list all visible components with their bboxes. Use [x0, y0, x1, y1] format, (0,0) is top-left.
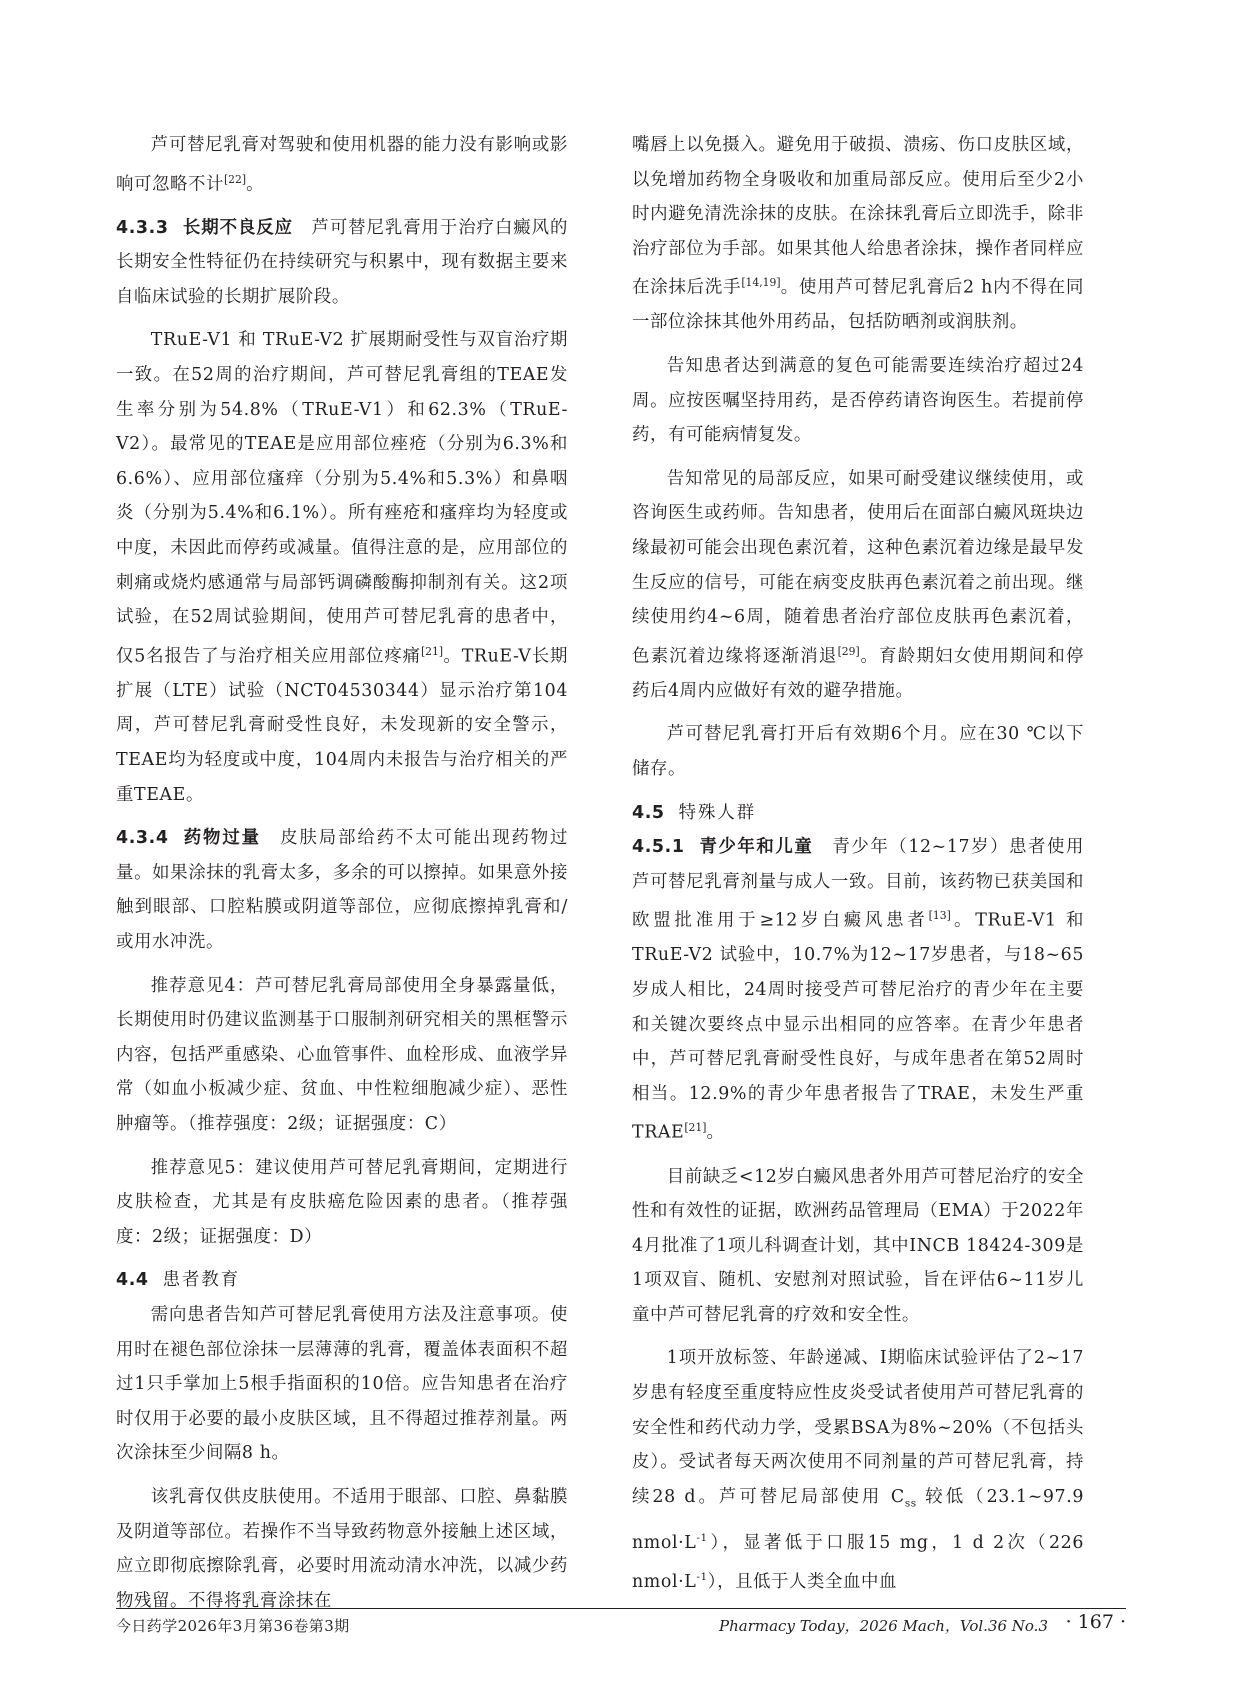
section-4-4 [116, 1263, 568, 1298]
recommendation-5: 推荐意见5：建议使用芦可替尼乳膏期间，定期进行皮肤检查，尤其是有皮肤癌危险因素的患者。（推荐强度：2级；证据强度：D） [116, 1157, 568, 1247]
section-title: 药物过量 [182, 828, 261, 849]
section-4-5 [632, 796, 1084, 831]
section-4-3-3: 4.3.3 长期不良反应 芦可替尼乳膏用于治疗白癜风的长期安全性特征仍在持续研究与积累中，现有数据主要来自临床试验的长期扩展阶段。 [116, 217, 568, 307]
citation: [21] [420, 644, 444, 658]
superscript-minus-one: -1 [696, 1571, 708, 1584]
page-footer [116, 1608, 1126, 1635]
journal-issue-cn: 今日药学2026年3月第36卷第3期 [116, 1617, 350, 1635]
paragraph-usage-instructions: 需向患者告知芦可替尼乳膏使用方法及注意事项。使用时在褪色部位涂抹一层薄薄的乳膏，覆盖体表面积不超过1只手掌加上5根手指面积的10倍。应告知患者在治疗时仅用于必要的最小皮肤区域，且不得超过推荐剂量。两次涂抹至少间隔8 h。 [116, 1304, 568, 1464]
left-column [116, 128, 568, 1627]
section-number: 4.5 [632, 802, 665, 823]
citation: [14,19] [741, 276, 781, 290]
citation: [21] [684, 1121, 707, 1135]
paragraph-under-12-evidence: 目前缺乏<12岁白癜风患者外用芦可替尼治疗的安全性和有效性的证据，欧洲药品管理局（EMA）于2022年4月批准了1项儿科调查计划，其中INCB 18424-309是1项双盲、随机、安慰剂对照试验，旨在评估6~11岁儿童中芦可替尼乳膏的疗效和安全性。 [632, 1166, 1084, 1325]
paragraph-driving-effect: 芦可替尼乳膏对驾驶和使用机器的能力没有影响或影响可忽略不计[22]。 [116, 135, 568, 195]
page-number: · 167 · [1065, 1611, 1126, 1633]
section-number: 4.3.4 [116, 828, 169, 849]
subscript-ss: ss [904, 1497, 917, 1510]
section-4-5-1: 4.5.1 青少年和儿童 青少年（12~17岁）患者使用芦可替尼乳膏剂量与成人一致。目前，该药物已获美国和欧盟批准用于≥12岁白癜风患者[13]。TRuE-V1 和 TRuE-V2 试验中，10.7%为12~17岁患者，与18~65岁成人相比，24周时接受芦可替尼治疗的青少年在主要和关键次要终点中显示出相同的应答率。在青少年患者中，芦可替尼乳膏耐受性良好，与成年患者在第52周时相当。12.9%的青少年患者报告了TRAE，未发生严重TRAE[21]。 [632, 837, 1084, 1143]
paragraph-phase1-trial: 1项开放标签、年龄递减、Ⅰ期临床试验评估了2~17岁患有轻度至重度特应性皮炎受试者使用芦可替尼乳膏的安全性和药代动力学，受累BSA为8%~20%（不包括头皮）。受试者每天两次使用不同剂量的芦可替尼乳膏，持续28 d。芦可替尼局部使用 $C_{ss}$ 较低（23.1~97.9 $nmol\cdot L^{-1}$），显著低于口服15 mg，1 d 2次（226 $nmol\cdot L^{-1}$），且低于人类全血中血 [632, 1348, 1084, 1593]
paragraph-skin-only: 该乳膏仅供皮肤使用。不适用于眼部、口腔、鼻黏膜及阴道等部位。若操作不当导致药物意外接触上述区域，应立即彻底擦除乳膏，必要时用流动清水冲洗，以减少药物残留。不得将乳膏涂抹在 [116, 1486, 568, 1611]
section-number: 4.3.3 [116, 217, 169, 238]
section-title: 青少年和儿童 [698, 837, 814, 858]
section-number: 4.4 [116, 1270, 149, 1291]
section-4-3-4: 4.3.4 药物过量 皮肤局部给药不太可能出现药物过量。如果涂抹的乳膏太多，多余的可以擦掉。如果意外接触到眼部、口腔粘膜或阴道等部位，应彻底擦掉乳膏和/或用水冲洗。 [116, 828, 568, 952]
recommendation-4: 推荐意见4：芦可替尼乳膏局部使用全身暴露量低，长期使用时仍建议监测基于口服制剂研究相关的黑框警示内容，包括严重感染、心血管事件、血栓形成、血液学异常（如血小板减少症、贫血、中性粒细胞减少症）、恶性肿瘤等。（推荐强度：2级；证据强度：C） [116, 975, 568, 1134]
citation: [13] [928, 909, 951, 923]
paragraph-extension-tolerability: TRuE-V1 和 TRuE-V2 扩展期耐受性与双盲治疗期一致。在52周的治疗期间，芦可替尼乳膏组的TEAE发生率分别为54.8%（TRuE-V1）和62.3%（TRuE-V2）。最常见的TEAE是应用部位痤疮（分别为6.3%和6.6%）、应用部位瘙痒（分别为5.4%和5.3%）和鼻咽炎（分别为5.4%和6.1%）。所有痤疮和瘙痒均为轻度或中度，未因此而停药或减量。值得注意的是，应用部位的刺痛或烧灼感通常与局部钙调磷酸酶抑制剂有关。这2项试验，在52周试验期间，使用芦可替尼乳膏的患者中，仅5名报告了与治疗相关应用部位疼痛[21]。TRuE-V长期扩展（LTE）试验（NCT04530344）显示治疗第104周，芦可替尼乳膏耐受性良好，未发现新的安全警示，TEAE均为轻度或中度，104周内未报告与治疗相关的严重TEAE。 [116, 330, 568, 805]
citation: [22] [223, 172, 247, 186]
paragraph-application-precautions: 嘴唇上以免摄入。避免用于破损、溃疡、伤口皮肤区域，以免增加药物全身吸收和加重局部反应。使用后至少2小时内避免清洗涂抹的皮肤。在涂抹乳膏后立即洗手，除非治疗部位为手部。如果其他人给患者涂抹，操作者同样应在涂抹后洗手[14,19]。使用芦可替尼乳膏后2 h内不得在同一部位涂抹其他外用药品，包括防晒剂或润肤剂。 [632, 135, 1084, 333]
section-number: 4.5.1 [632, 837, 685, 858]
paragraph-storage: 芦可替尼乳膏打开后有效期6个月。应在30 ℃以下储存。 [632, 724, 1084, 780]
journal-issue-en: Pharmacy Today，2026 Mach，Vol.36 No.3 [719, 1617, 1048, 1635]
section-title: 长期不良反应 [182, 217, 293, 238]
citation: [29] [837, 644, 860, 658]
section-title: 特殊人群 [678, 802, 757, 823]
paragraph-treatment-duration: 告知患者达到满意的复色可能需要连续治疗超过24周。应按医嘱坚持用药，是否停药请咨询医生。若提前停药，有可能病情复发。 [632, 356, 1084, 446]
superscript-minus-one: -1 [696, 1531, 708, 1544]
right-column [632, 128, 1084, 1609]
section-title: 患者教育 [162, 1270, 241, 1291]
paragraph-local-reactions: 告知常见的局部反应，如果可耐受建议继续使用，或咨询医生或药师。告知患者，使用后在面部白癜风斑块边缘最初可能会出现色素沉着，这种色素沉着边缘是最早发生反应的信号，可能在病变皮肤再色素沉着之前出现。继续使用约4~6周，随着患者治疗部位皮肤再色素沉着，色素沉着边缘将逐渐消退[29]。育龄期妇女使用期间和停药后4周内应做好有效的避孕措施。 [632, 468, 1085, 701]
